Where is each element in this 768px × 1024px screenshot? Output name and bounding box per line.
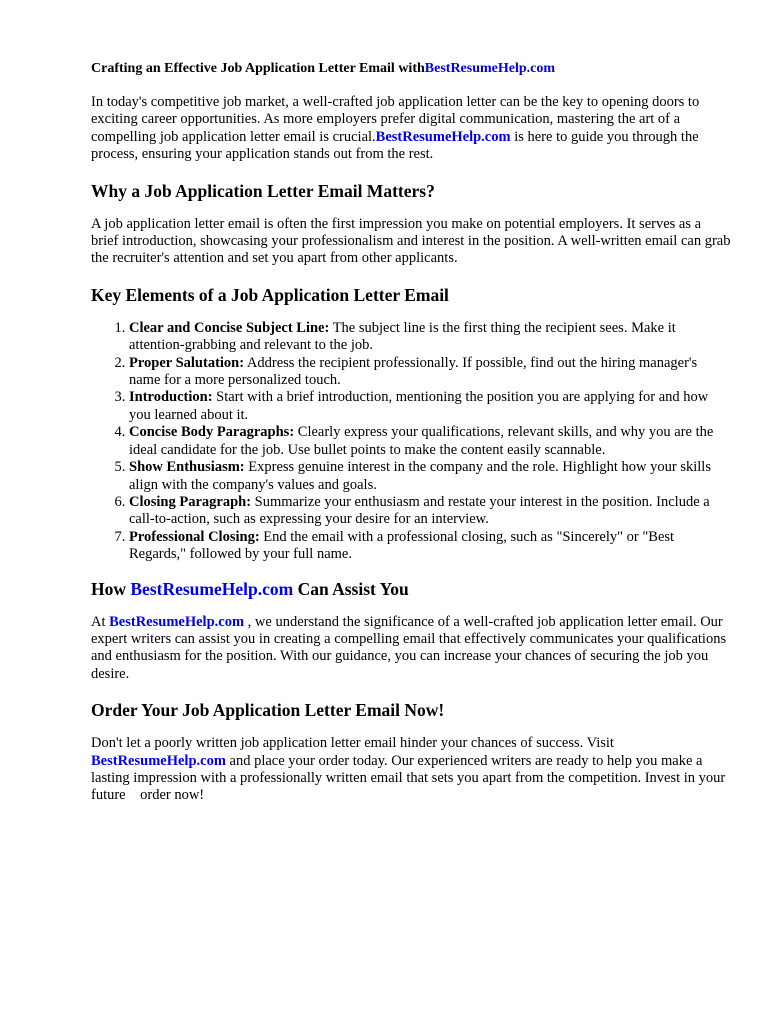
list-item: [129, 320, 731, 355]
list-item-desc: Clearly express your qualifications, relevant skills, and why you are the ideal candidate for the job. Use bullet points to make the content easily scannable.: [129, 424, 714, 458]
list-item-term: Clear and Concise Subject Line:: [129, 319, 330, 336]
order-body-before: Don't let a poorly written job application letter email hinder your chances of success. Visit: [91, 735, 614, 752]
list-item-desc: Start with a brief introduction, mentioning the position you are applying for and how you learned about it.: [129, 389, 709, 423]
why-paragraph: A job application letter email is often the first impression you make on potential employers. It serves as a brief introduction, showcasing your professionalism and interest in the position. A well-written email can grab the recruiter's attention and set you apart from other applicants.: [91, 215, 731, 267]
intro-link[interactable]: BestResumeHelp.com: [375, 128, 511, 145]
intro-text-before: In today's competitive job market, a well-crafted job application letter can be the key to opening doors to exciting career opportunities. As more employers prefer digital communication, mastering the art of a compelling job application letter email is crucial.: [91, 94, 700, 145]
assist-heading-suffix: Can Assist You: [293, 578, 409, 599]
elements-list: [91, 320, 731, 564]
order-body-after: and place your order today. Our experienced writers are ready to help you make a lasting impression with a professionally written email that sets you apart from the competition. Invest in your future order now!: [91, 752, 729, 804]
list-item: [129, 494, 731, 529]
list-item-desc: Address the recipient professionally. If possible, find out the hiring manager's name for a more personalized touch.: [129, 354, 698, 389]
assist-body-link[interactable]: BestResumeHelp.com: [109, 613, 245, 630]
list-item-term: Concise Body Paragraphs:: [129, 424, 295, 441]
assist-paragraph: [91, 614, 731, 684]
list-item-term: Show Enthusiasm:: [129, 459, 245, 476]
list-item: [129, 529, 731, 564]
why-heading: Why a Job Application Letter Email Matters?: [91, 180, 435, 201]
list-item: [129, 459, 731, 494]
title-text: Crafting an Effective Job Application Letter Email with: [91, 61, 425, 76]
assist-heading: [91, 578, 731, 600]
elements-heading: Key Elements of a Job Application Letter Email: [91, 284, 449, 305]
assist-body-prefix: At: [91, 613, 110, 630]
assist-body-text: , we understand the significance of a well-crafted job application letter email. Our expert writers can assist you in creating a compelling email that effectively communicates your qualifications and enthusiasm for the position. With our guidance, you can increase your chances of securing the job you desire.: [91, 613, 727, 682]
assist-heading-prefix: How: [91, 578, 131, 599]
list-item-desc: The subject line is the first thing the recipient sees. Make it attention-grabbing and relevant to the job.: [129, 319, 676, 354]
list-item-term: Closing Paragraph:: [129, 493, 252, 510]
document-page: [91, 60, 731, 821]
intro-text-after: is here to guide you through the process, ensuring your application stands out from the rest.: [91, 128, 699, 163]
list-item-desc: Express genuine interest in the company and the role. Highlight how your skills align with the company's values and goals.: [129, 459, 711, 493]
title-link[interactable]: BestResumeHelp.com: [424, 61, 556, 76]
order-heading: Order Your Job Application Letter Email Now!: [91, 700, 445, 721]
assist-heading-link[interactable]: BestResumeHelp.com: [130, 578, 294, 599]
list-item: [129, 355, 731, 390]
list-item: [129, 389, 731, 424]
list-item-desc: Summarize your enthusiasm and restate your interest in the position. Include a call-to-action, such as expressing your desire for an interview.: [129, 493, 710, 528]
list-item-desc: End the email with a professional closing, such as "Sincerely" or "Best Regards," followed by your full name.: [129, 528, 675, 563]
intro-paragraph: [91, 94, 731, 164]
list-item-term: Introduction:: [129, 389, 213, 406]
order-link[interactable]: BestResumeHelp.com: [91, 752, 226, 769]
list-item-term: Professional Closing:: [129, 528, 260, 545]
order-paragraph: [91, 735, 731, 805]
document-title: [91, 60, 731, 78]
list-item-term: Proper Salutation:: [129, 354, 245, 371]
list-item: [129, 424, 731, 459]
